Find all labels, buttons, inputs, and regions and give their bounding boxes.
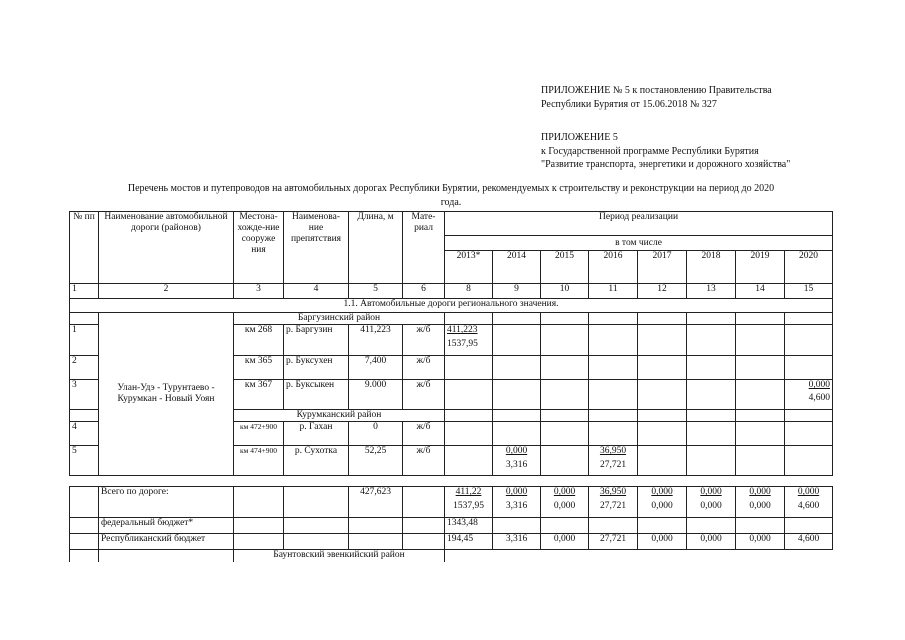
total-length: 427,623 — [349, 487, 403, 518]
col-number: 3 — [234, 284, 284, 299]
col-number: 12 — [638, 284, 687, 299]
republic-value: 0,000 — [638, 534, 687, 550]
bridges-table — [69, 211, 833, 476]
republic-value: 0,000 — [736, 534, 785, 550]
district-row — [70, 313, 833, 325]
row-value — [493, 446, 541, 476]
district-name: Баргузинский район — [234, 313, 445, 325]
head-location: Местона-хожде-ние сооруже ния — [234, 212, 284, 284]
value-top: 36,950 — [599, 487, 627, 497]
total-value — [687, 487, 736, 518]
total-value — [541, 487, 589, 518]
row-material: ж/б — [403, 422, 445, 446]
total-value — [638, 487, 687, 518]
head-material: Мате-риал — [403, 212, 445, 284]
head-year: 2017 — [638, 251, 687, 284]
head-obstacle: Наименова-ние препятствия — [284, 212, 349, 284]
total-value — [589, 487, 638, 518]
title-line2: года. — [440, 197, 462, 208]
section-title: 1.1. Автомобильные дороги регионального значения. — [70, 299, 833, 313]
total-value — [493, 487, 541, 518]
value-top: 0,000 — [808, 380, 831, 390]
value-bottom: 1537,95 — [447, 339, 478, 349]
row-value — [785, 380, 833, 410]
district-name: Баунтовский эвенкийский район — [234, 550, 445, 562]
col-number: 5 — [349, 284, 403, 299]
col-number: 10 — [541, 284, 589, 299]
head-year: 2018 — [687, 251, 736, 284]
road-name: Улан-Удэ - Турунтаево - Курумкан - Новый Уоян — [99, 313, 234, 476]
value-bottom: 27,721 — [599, 501, 627, 511]
total-value — [785, 487, 833, 518]
value-bottom: 3,316 — [505, 501, 528, 511]
row-num: 2 — [70, 356, 99, 380]
value-top: 0,000 — [553, 487, 576, 497]
row-material: ж/б — [403, 325, 445, 356]
row-length: 411,223 — [349, 325, 403, 356]
value-top: 411,22 — [455, 487, 482, 497]
row-location: км 367 — [234, 380, 284, 410]
head-year: 2015 — [541, 251, 589, 284]
head-num: № пп — [70, 212, 99, 284]
head-year: 2016 — [589, 251, 638, 284]
header-row-1 — [70, 212, 833, 236]
row-length: 0 — [349, 422, 403, 446]
republic-value: 194,45 — [445, 534, 493, 550]
row-location: км 472+900 — [234, 422, 284, 446]
column-numbers-row — [70, 284, 833, 299]
federal-value: 1343,48 — [445, 518, 493, 534]
head-year: 2019 — [736, 251, 785, 284]
row-obstacle: р. Буксухен — [284, 356, 349, 380]
title-line1: Перечень мостов и путепроводов на автомобильных дорогах Республики Бурятии, рекомендуемых к строительству и реконструкции на период до 2020 — [127, 183, 775, 194]
total-row — [70, 487, 833, 518]
republic-value: 0,000 — [541, 534, 589, 550]
republic-value: 4,600 — [785, 534, 833, 550]
row-obstacle: р. Сухотка — [284, 446, 349, 476]
row-num: 3 — [70, 380, 99, 410]
row-length: 7,400 — [349, 356, 403, 380]
appendix2-line2: к Государственной программе Республики Бурятия — [541, 146, 759, 157]
value-top: 411,223 — [447, 325, 478, 335]
head-year: 2020 — [785, 251, 833, 284]
republic-row — [70, 534, 833, 550]
appendix2-line3: "Развитие транспорта, энергетики и дорожного хозяйства" — [541, 159, 791, 170]
col-number: 2 — [99, 284, 234, 299]
total-value — [445, 487, 493, 518]
document-title — [70, 182, 832, 210]
head-road: Наименование автомобильной дороги (районов) — [99, 212, 234, 284]
district-row — [70, 550, 833, 562]
value-bottom: 0,000 — [700, 501, 722, 511]
value-bottom: 4,600 — [797, 501, 820, 511]
value-bottom: 27,721 — [599, 460, 627, 470]
col-number: 13 — [687, 284, 736, 299]
row-location: км 474+900 — [234, 446, 284, 476]
value-bottom: 4,600 — [808, 393, 831, 403]
value-top: 36,950 — [599, 446, 627, 456]
row-location: км 365 — [234, 356, 284, 380]
col-number: 15 — [785, 284, 833, 299]
row-obstacle: р. Гахан — [284, 422, 349, 446]
value-top: 0,000 — [797, 487, 820, 497]
row-num: 1 — [70, 325, 99, 356]
row-value — [589, 446, 638, 476]
col-number: 11 — [589, 284, 638, 299]
appendix2-line1: ПРИЛОЖЕНИЕ 5 — [541, 132, 618, 143]
row-material: ж/б — [403, 356, 445, 380]
row-length: 52,25 — [349, 446, 403, 476]
value-bottom: 3,316 — [505, 460, 528, 470]
value-top: 0,000 — [505, 487, 528, 497]
value-bottom: 1537,95 — [453, 501, 484, 511]
row-obstacle: р. Баргузин — [284, 325, 349, 356]
col-number: 6 — [403, 284, 445, 299]
republic-value: 27,721 — [589, 534, 638, 550]
appendix1-line2: Республики Бурятия от 15.06.2018 № 327 — [541, 99, 717, 110]
value-top: 0,000 — [651, 487, 673, 497]
row-num: 5 — [70, 446, 99, 476]
federal-row — [70, 518, 833, 534]
section-row — [70, 299, 833, 313]
col-number: 1 — [70, 284, 99, 299]
total-label: Всего по дороге: — [99, 487, 234, 518]
row-length: 9.000 — [349, 380, 403, 410]
col-number: 8 — [445, 284, 493, 299]
head-year: 2013* — [445, 251, 493, 284]
row-obstacle: р. Буксыкен — [284, 380, 349, 410]
republic-label: Республиканский бюджет — [99, 534, 234, 550]
value-top: 0,000 — [505, 446, 528, 456]
total-value — [736, 487, 785, 518]
col-number: 9 — [493, 284, 541, 299]
row-num: 4 — [70, 422, 99, 446]
value-bottom: 0,000 — [553, 501, 576, 511]
value-top: 0,000 — [700, 487, 722, 497]
row-material: ж/б — [403, 380, 445, 410]
head-length: Длина, м — [349, 212, 403, 284]
head-including: в том числе — [445, 236, 833, 251]
republic-value: 3,316 — [493, 534, 541, 550]
head-period: Период реализации — [445, 212, 833, 236]
value-top: 0,000 — [749, 487, 771, 497]
row-location: км 268 — [234, 325, 284, 356]
row-value — [445, 325, 493, 356]
federal-label: федеральный бюджет* — [99, 518, 234, 534]
row-material: ж/б — [403, 446, 445, 476]
col-number: 14 — [736, 284, 785, 299]
col-number: 4 — [284, 284, 349, 299]
value-bottom: 0,000 — [749, 501, 771, 511]
totals-table — [69, 486, 833, 562]
district-name: Курумканский район — [234, 410, 445, 422]
appendix1-line1: ПРИЛОЖЕНИЕ № 5 к постановлению Правительства — [541, 85, 772, 96]
republic-value: 0,000 — [687, 534, 736, 550]
value-bottom: 0,000 — [651, 501, 673, 511]
head-year: 2014 — [493, 251, 541, 284]
